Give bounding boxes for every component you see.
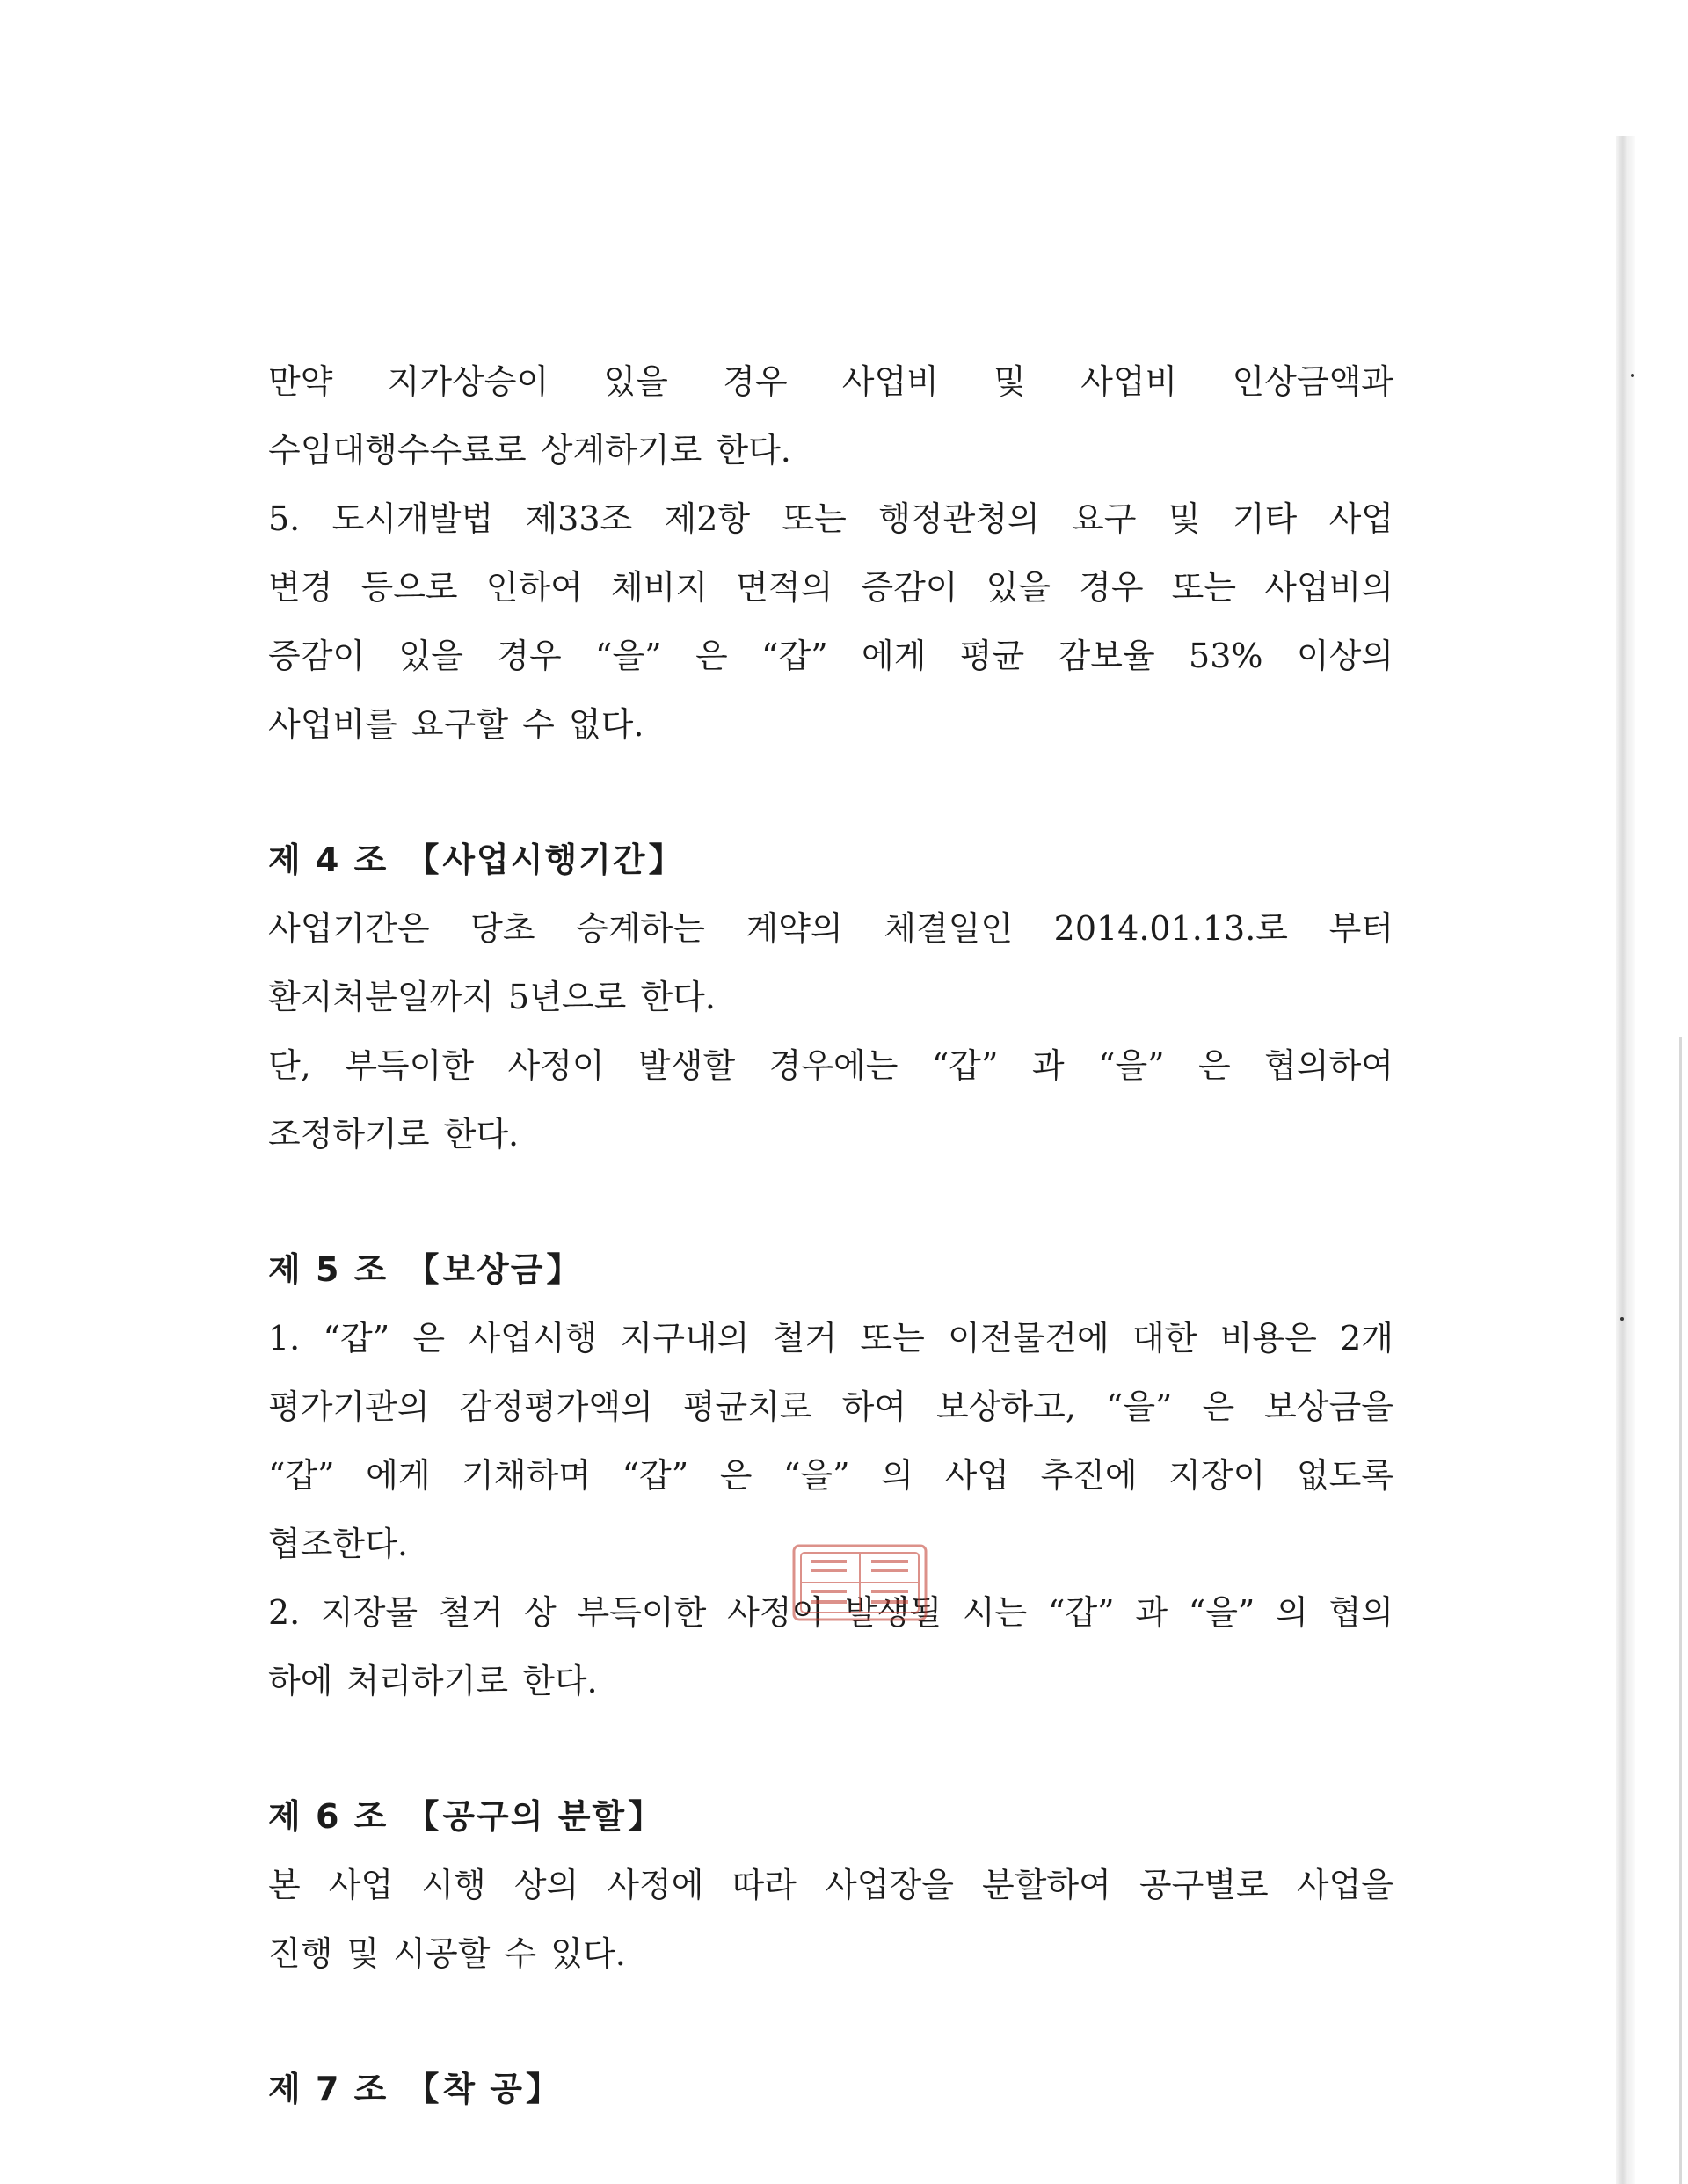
article-number: 제 6 조 <box>268 1797 389 1836</box>
bracket-open: 【 <box>405 1797 441 1836</box>
paragraph: 단, 부득이한 사정이 발생할 경우에는 “갑” 과 “을” 은 협의하여 <box>268 1046 1393 1085</box>
article-heading <box>268 1782 1393 1851</box>
section-gap <box>268 1715 1393 1782</box>
contract-body <box>268 347 1393 2123</box>
article-7 <box>268 2055 1393 2123</box>
paragraph: 환지처분일까지 5년으로 한다. <box>268 978 716 1016</box>
article-title: 착 공 <box>442 2070 524 2108</box>
paragraph: 수임대행수수료로 상계하기로 한다. <box>268 431 791 470</box>
seal-stamp-icon <box>787 1540 935 1625</box>
article-number: 제 7 조 <box>268 2070 389 2108</box>
paragraph: 협조한다. <box>268 1525 408 1563</box>
bracket-open: 【 <box>405 2070 441 2108</box>
bracket-close: 】 <box>628 1797 664 1836</box>
paragraph: 사업기간은 당초 승계하는 계약의 체결일인 2014.01.13.로 부터 <box>268 909 1393 948</box>
paragraph: 조정하기로 한다. <box>268 1115 520 1154</box>
paragraph: 증감이 있을 경우 “을” 은 “갑” 에게 평균 감보율 53% 이상의 <box>268 637 1393 675</box>
article-heading <box>268 2055 1393 2123</box>
bracket-close: 】 <box>546 1250 582 1289</box>
section-gap <box>268 1988 1393 2055</box>
bracket-close: 】 <box>526 2070 562 2108</box>
paragraph: 5. 도시개발법 제33조 제2항 또는 행정관청의 요구 및 기타 사업 <box>268 499 1393 538</box>
article-heading <box>268 826 1393 894</box>
scan-speck <box>1631 374 1634 377</box>
scan-speck <box>1620 1317 1624 1321</box>
article-6 <box>268 1782 1393 1988</box>
bracket-close: 】 <box>648 841 684 879</box>
paragraph: 만약 지가상승이 있을 경우 사업비 및 사업비 인상금액과 <box>268 362 1393 401</box>
article-number: 제 4 조 <box>268 841 389 879</box>
paragraph: 평가기관의 감정평가액의 평균치로 하여 보상하고, “을” 은 보상금을 <box>268 1387 1393 1426</box>
paragraph: 본 사업 시행 상의 사정에 따라 사업장을 분할하여 공구별로 사업을 <box>268 1866 1393 1904</box>
scan-edge-line <box>1679 1037 1682 2184</box>
paragraph: 변경 등으로 인하여 체비지 면적의 증감이 있을 경우 또는 사업비의 <box>268 568 1393 607</box>
paragraph: 사업비를 요구할 수 없다. <box>268 705 644 744</box>
article-title: 공구의 분할 <box>442 1797 627 1836</box>
paragraph: 하에 처리하기로 한다. <box>268 1662 598 1700</box>
article-3-continuation <box>268 347 1393 759</box>
paragraph: 진행 및 시공할 수 있다. <box>268 1934 626 1973</box>
article-number: 제 5 조 <box>268 1250 389 1289</box>
article-title: 보상금 <box>442 1250 545 1289</box>
paragraph: 2. 지장물 철거 상 부득이한 사정이 발생될 시는 “갑” 과 “을” 의 협의 <box>268 1593 1393 1632</box>
article-5 <box>268 1235 1393 1715</box>
scan-edge-shadow <box>1616 136 1635 2184</box>
bracket-open: 【 <box>405 841 441 879</box>
section-gap <box>268 759 1393 826</box>
paragraph: 1. “갑” 은 사업시행 지구내의 철거 또는 이전물건에 대한 비용은 2개 <box>268 1319 1393 1358</box>
article-heading <box>268 1235 1393 1304</box>
article-title: 사업시행기간 <box>442 841 647 879</box>
section-gap <box>268 1168 1393 1235</box>
paragraph: “갑” 에게 기채하며 “갑” 은 “을” 의 사업 추진에 지장이 없도록 <box>268 1456 1393 1495</box>
article-4 <box>268 826 1393 1168</box>
bracket-open: 【 <box>405 1250 441 1289</box>
